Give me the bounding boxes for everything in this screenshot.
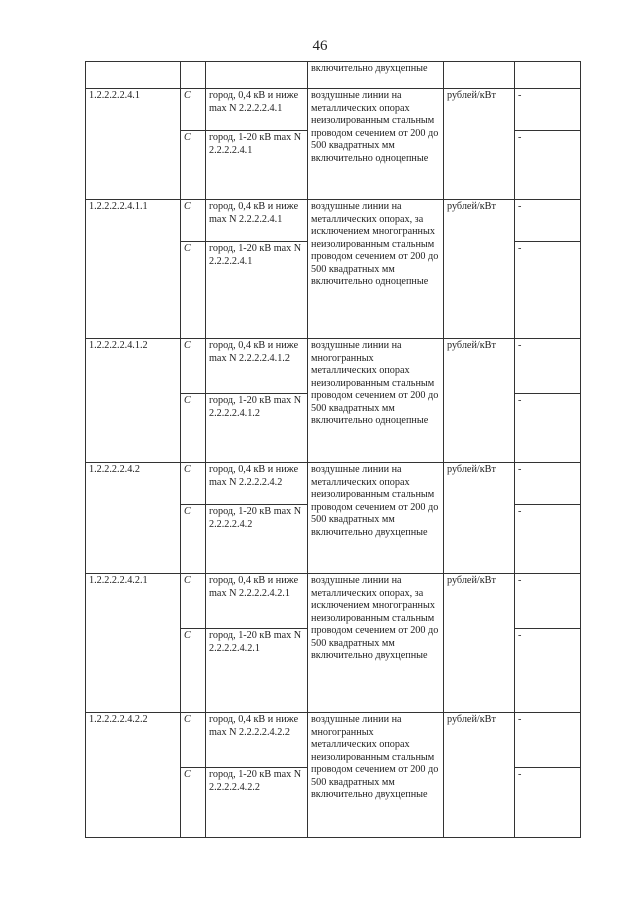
code-cell: 1.2.2.2.2.4.2.2 [86,713,181,838]
code-cell: 1.2.2.2.2.4.1 [86,89,181,200]
code-cell [86,62,181,89]
description-cell: воздушные линии на металлических опорах неизолированным стальным проводом сечением от 200 до 500 квадратных мм включительно одноцепные [308,89,444,200]
unit-cell: рублей/кВт [444,463,515,574]
code-cell: 1.2.2.2.2.4.2 [86,463,181,574]
condition-cell: город, 1-20 кВ max N 2.2.2.2.4.2.1 [206,629,308,713]
description-cell: воздушные линии на многогранных металлических опорах неизолированным стальным проводом сечением от 200 до 500 квадратных мм включительно двухцепные [308,713,444,838]
unit-cell [444,62,515,89]
letter-cell: C [181,463,206,505]
letter-cell: C [181,131,206,200]
letter-cell: C [181,629,206,713]
table-row [86,463,581,505]
code-cell: 1.2.2.2.2.4.1.1 [86,200,181,339]
value-cell: - [515,89,581,131]
condition-cell: город, 0,4 кВ и ниже max N 2.2.2.2.4.1 [206,200,308,242]
value-cell: - [515,339,581,394]
letter-cell: C [181,394,206,463]
value-cell: - [515,200,581,242]
value-cell: - [515,768,581,838]
condition-cell: город, 0,4 кВ и ниже max N 2.2.2.2.4.2.1 [206,574,308,629]
page-number: 46 [312,38,328,54]
unit-cell: рублей/кВт [444,89,515,200]
description-cell: воздушные линии на металлических опорах, за исключением многогранных неизолированным стальным проводом сечением от 200 до 500 квадратных мм включительно двухцепные [308,574,444,713]
code-cell: 1.2.2.2.2.4.1.2 [86,339,181,463]
letter-cell: C [181,768,206,838]
condition-cell: город, 1-20 кВ max N 2.2.2.2.4.1.2 [206,394,308,463]
condition-cell: город, 1-20 кВ max N 2.2.2.2.4.1 [206,242,308,339]
table-row [86,200,581,242]
description-cell: воздушные линии на многогранных металлических опорах неизолированным стальным проводом сечением от 200 до 500 квадратных мм включительно одноцепные [308,339,444,463]
letter-cell: C [181,200,206,242]
value-cell: - [515,505,581,574]
condition-cell: город, 1-20 кВ max N 2.2.2.2.4.1 [206,131,308,200]
unit-cell: рублей/кВт [444,574,515,713]
value-cell: - [515,242,581,339]
description-cell: включительно двухцепные [308,62,444,89]
condition-cell [206,62,308,89]
letter-cell: C [181,242,206,339]
letter-cell: C [181,713,206,768]
value-cell: - [515,394,581,463]
unit-cell: рублей/кВт [444,339,515,463]
value-cell: - [515,629,581,713]
condition-cell: город, 1-20 кВ max N 2.2.2.2.4.2 [206,505,308,574]
table-row [86,62,581,89]
code-cell: 1.2.2.2.2.4.2.1 [86,574,181,713]
description-cell: воздушные линии на металлических опорах, за исключением многогранных неизолированным стальным проводом сечением от 200 до 500 квадратных мм включительно одноцепные [308,200,444,339]
condition-cell: город, 1-20 кВ max N 2.2.2.2.4.2.2 [206,768,308,838]
value-cell: - [515,463,581,505]
tariff-table [85,61,581,838]
value-cell [515,62,581,89]
value-cell: - [515,713,581,768]
condition-cell: город, 0,4 кВ и ниже max N 2.2.2.2.4.1.2 [206,339,308,394]
letter-cell [181,62,206,89]
value-cell: - [515,131,581,200]
letter-cell: C [181,505,206,574]
condition-cell: город, 0,4 кВ и ниже max N 2.2.2.2.4.2.2 [206,713,308,768]
letter-cell: C [181,574,206,629]
table-row [86,574,581,629]
condition-cell: город, 0,4 кВ и ниже max N 2.2.2.2.4.1 [206,89,308,131]
letter-cell: C [181,339,206,394]
value-cell: - [515,574,581,629]
letter-cell: C [181,89,206,131]
unit-cell: рублей/кВт [444,200,515,339]
unit-cell: рублей/кВт [444,713,515,838]
table-row [86,89,581,131]
condition-cell: город, 0,4 кВ и ниже max N 2.2.2.2.4.2 [206,463,308,505]
table-row [86,713,581,768]
table-row [86,339,581,394]
description-cell: воздушные линии на металлических опорах неизолированным стальным проводом сечением от 200 до 500 квадратных мм включительно двухцепные [308,463,444,574]
